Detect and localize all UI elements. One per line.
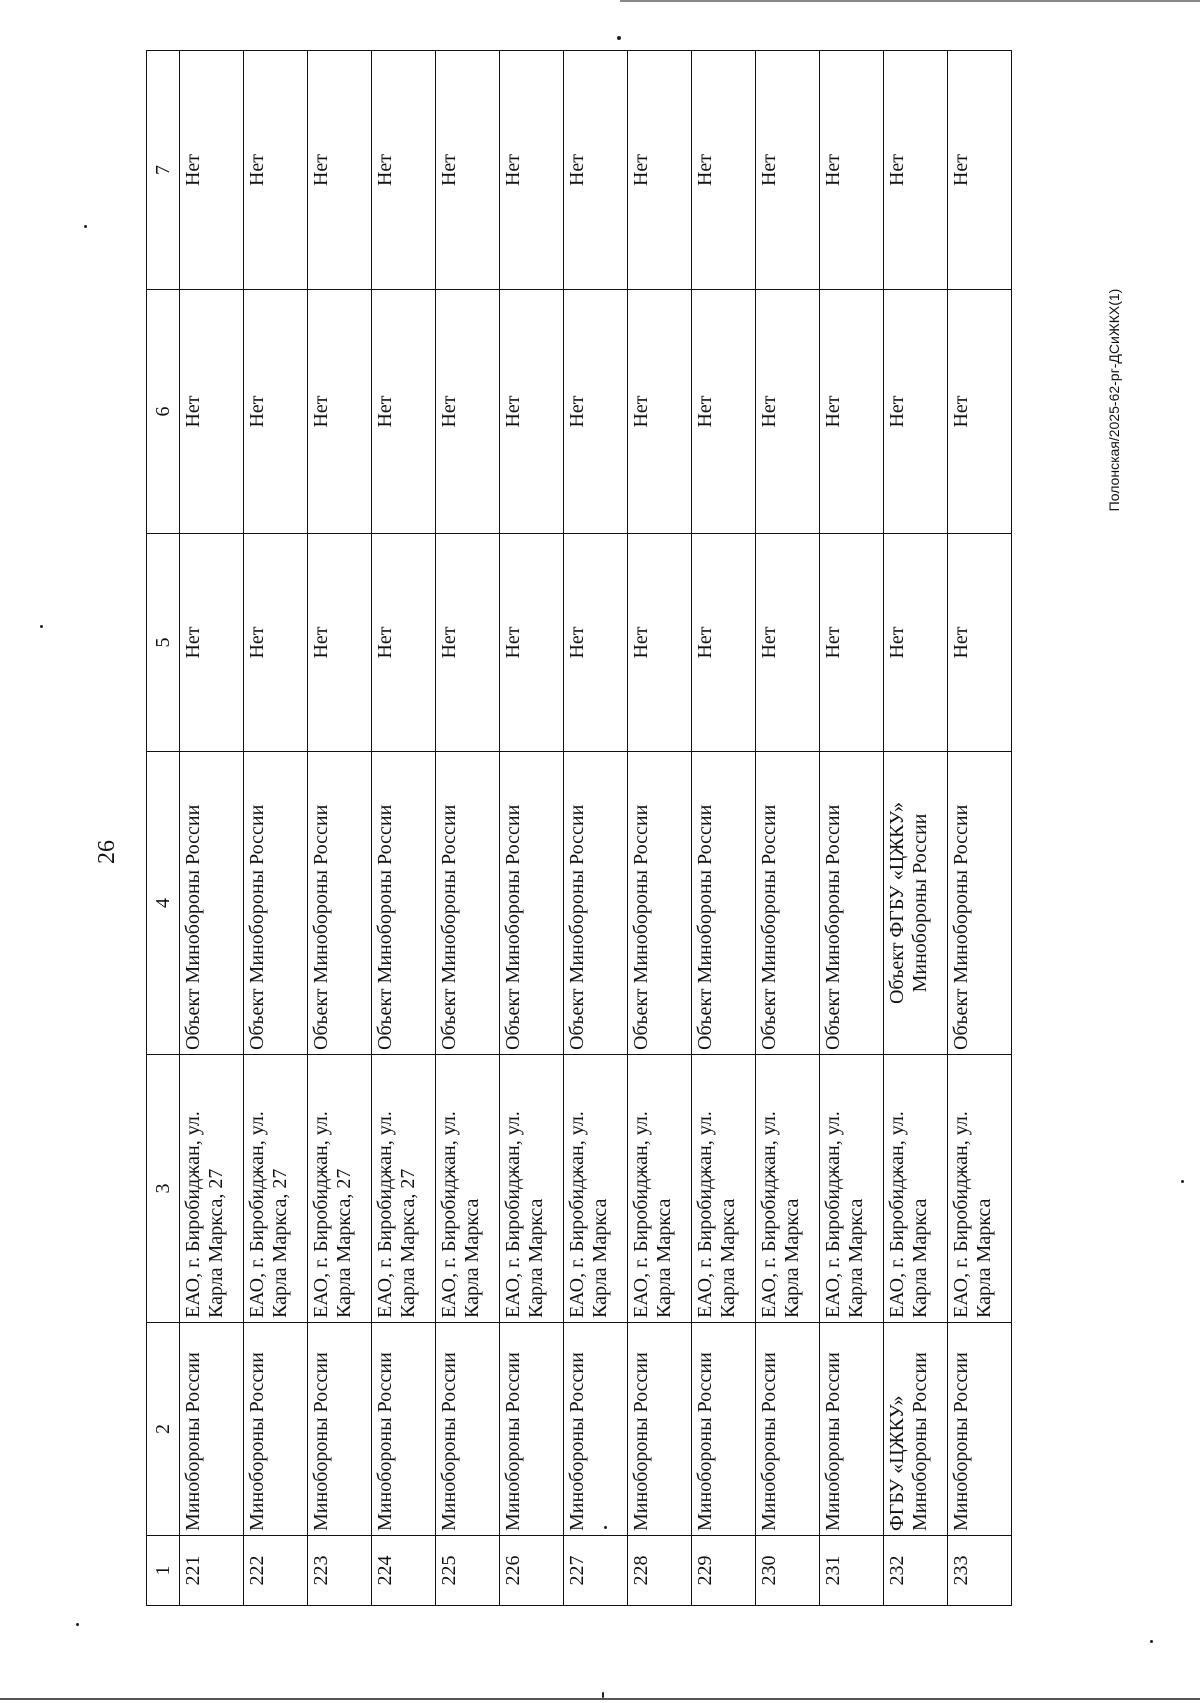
owner-cell: Минобороны России [948, 1323, 1012, 1536]
table-row [820, 51, 884, 1606]
table-row [948, 51, 1012, 1606]
column-6-cell: Нет [372, 290, 436, 534]
column-header: 2 [147, 1323, 180, 1536]
scan-speck [76, 1623, 79, 1626]
object-cell: Объект Минобороны России [628, 752, 692, 1055]
address-cell: ЕАО, г. Биробиджан, ул. Карла Маркса [948, 1055, 1012, 1323]
column-7-cell: Нет [500, 51, 564, 290]
scan-speck [1181, 1180, 1184, 1183]
owner-cell: Минобороны России [500, 1323, 564, 1536]
column-6-cell: Нет [500, 290, 564, 534]
owner-cell: Минобороны России [564, 1323, 628, 1536]
owner-cell: Минобороны России [372, 1323, 436, 1536]
owner-cell: Минобороны России [820, 1323, 884, 1536]
table-row [500, 51, 564, 1606]
scan-speck [604, 1526, 607, 1529]
column-header: 7 [147, 51, 180, 290]
owner-cell: Минобороны России [692, 1323, 756, 1536]
row-number: 227 [564, 1536, 628, 1606]
owner-cell: Минобороны России [180, 1323, 244, 1536]
object-cell: Объект Минобороны России [564, 752, 628, 1055]
table-row [756, 51, 820, 1606]
column-header: 6 [147, 290, 180, 534]
column-5-cell: Нет [756, 534, 820, 752]
object-cell: Объект Минобороны России [820, 752, 884, 1055]
column-7-cell: Нет [244, 51, 308, 290]
scan-speck [1150, 1640, 1153, 1643]
object-cell: Объект Минобороны России [948, 752, 1012, 1055]
column-6-cell: Нет [180, 290, 244, 534]
table-row [628, 51, 692, 1606]
address-cell: ЕАО, г. Биробиджан, ул. Карла Маркса [436, 1055, 500, 1323]
object-cell: Объект ФГБУ «ЦЖКУ» Минобороны России [884, 752, 948, 1055]
object-cell: Объект Минобороны России [308, 752, 372, 1055]
scan-speck [40, 625, 43, 628]
column-5-cell: Нет [180, 534, 244, 752]
column-7-cell: Нет [308, 51, 372, 290]
row-number: 231 [820, 1536, 884, 1606]
owner-cell: Минобороны России [436, 1323, 500, 1536]
scan-edge-line [0, 1698, 1200, 1700]
column-6-cell: Нет [564, 290, 628, 534]
column-6-cell: Нет [756, 290, 820, 534]
column-5-cell: Нет [884, 534, 948, 752]
row-number: 230 [756, 1536, 820, 1606]
column-5-cell: Нет [308, 534, 372, 752]
column-header: 4 [147, 752, 180, 1055]
column-6-cell: Нет [692, 290, 756, 534]
page-number: 26 [94, 840, 120, 864]
address-cell: ЕАО, г. Биробиджан, ул. Карла Маркса [884, 1055, 948, 1323]
address-cell: ЕАО, г. Биробиджан, ул. Карла Маркса, 27 [308, 1055, 372, 1323]
column-header: 3 [147, 1055, 180, 1323]
object-cell: Объект Минобороны России [244, 752, 308, 1055]
row-number: 225 [436, 1536, 500, 1606]
column-7-cell: Нет [628, 51, 692, 290]
column-5-cell: Нет [820, 534, 884, 752]
row-number: 232 [884, 1536, 948, 1606]
column-6-cell: Нет [884, 290, 948, 534]
object-cell: Объект Минобороны России [180, 752, 244, 1055]
column-5-cell: Нет [372, 534, 436, 752]
scan-speck [84, 225, 87, 228]
column-7-cell: Нет [756, 51, 820, 290]
column-7-cell: Нет [564, 51, 628, 290]
row-number: 228 [628, 1536, 692, 1606]
owner-cell: Минобороны России [308, 1323, 372, 1536]
column-5-cell: Нет [244, 534, 308, 752]
table-row [692, 51, 756, 1606]
column-6-cell: Нет [436, 290, 500, 534]
address-cell: ЕАО, г. Биробиджан, ул. Карла Маркса [820, 1055, 884, 1323]
owner-cell: Минобороны России [756, 1323, 820, 1536]
row-number: 221 [180, 1536, 244, 1606]
table-row [564, 51, 628, 1606]
scan-edge-line [620, 0, 1200, 2]
address-cell: ЕАО, г. Биробиджан, ул. Карла Маркса [500, 1055, 564, 1323]
object-cell: Объект Минобороны России [436, 752, 500, 1055]
scan-speck [617, 36, 621, 40]
object-cell: Объект Минобороны России [756, 752, 820, 1055]
address-cell: ЕАО, г. Биробиджан, ул. Карла Маркса, 27 [244, 1055, 308, 1323]
owner-cell: ФГБУ «ЦЖКУ» Минобороны России [884, 1323, 948, 1536]
column-7-cell: Нет [820, 51, 884, 290]
column-header: 5 [147, 534, 180, 752]
column-7-cell: Нет [372, 51, 436, 290]
table-row [436, 51, 500, 1606]
address-cell: ЕАО, г. Биробиджан, ул. Карла Маркса [628, 1055, 692, 1323]
object-cell: Объект Минобороны России [372, 752, 436, 1055]
table-row [372, 51, 436, 1606]
table-row [308, 51, 372, 1606]
column-5-cell: Нет [692, 534, 756, 752]
table-row [244, 51, 308, 1606]
row-number: 229 [692, 1536, 756, 1606]
column-6-cell: Нет [820, 290, 884, 534]
table-row [180, 51, 244, 1606]
row-number: 224 [372, 1536, 436, 1606]
row-number: 226 [500, 1536, 564, 1606]
column-6-cell: Нет [628, 290, 692, 534]
row-number: 222 [244, 1536, 308, 1606]
column-header: 1 [147, 1536, 180, 1606]
row-number: 233 [948, 1536, 1012, 1606]
address-cell: ЕАО, г. Биробиджан, ул. Карла Маркса, 27 [372, 1055, 436, 1323]
address-cell: ЕАО, г. Биробиджан, ул. Карла Маркса, 27 [180, 1055, 244, 1323]
table-row [884, 51, 948, 1606]
column-7-cell: Нет [436, 51, 500, 290]
address-cell: ЕАО, г. Биробиджан, ул. Карла Маркса [564, 1055, 628, 1323]
document-code: Полонская/2025-62-рг-ДСиЖКХ(1) [1106, 288, 1122, 512]
column-6-cell: Нет [308, 290, 372, 534]
address-cell: ЕАО, г. Биробиджан, ул. Карла Маркса [756, 1055, 820, 1323]
owner-cell: Минобороны России [628, 1323, 692, 1536]
column-7-cell: Нет [692, 51, 756, 290]
column-5-cell: Нет [500, 534, 564, 752]
owner-cell: Минобороны России [244, 1323, 308, 1536]
row-number: 223 [308, 1536, 372, 1606]
column-5-cell: Нет [564, 534, 628, 752]
column-7-cell: Нет [884, 51, 948, 290]
column-7-cell: Нет [948, 51, 1012, 290]
column-5-cell: Нет [628, 534, 692, 752]
object-cell: Объект Минобороны России [692, 752, 756, 1055]
registry-table [146, 51, 1012, 1606]
column-6-cell: Нет [244, 290, 308, 534]
column-6-cell: Нет [948, 290, 1012, 534]
column-7-cell: Нет [180, 51, 244, 290]
address-cell: ЕАО, г. Биробиджан, ул. Карла Маркса [692, 1055, 756, 1323]
column-5-cell: Нет [436, 534, 500, 752]
column-5-cell: Нет [948, 534, 1012, 752]
table-header-row [147, 51, 180, 1606]
object-cell: Объект Минобороны России [500, 752, 564, 1055]
